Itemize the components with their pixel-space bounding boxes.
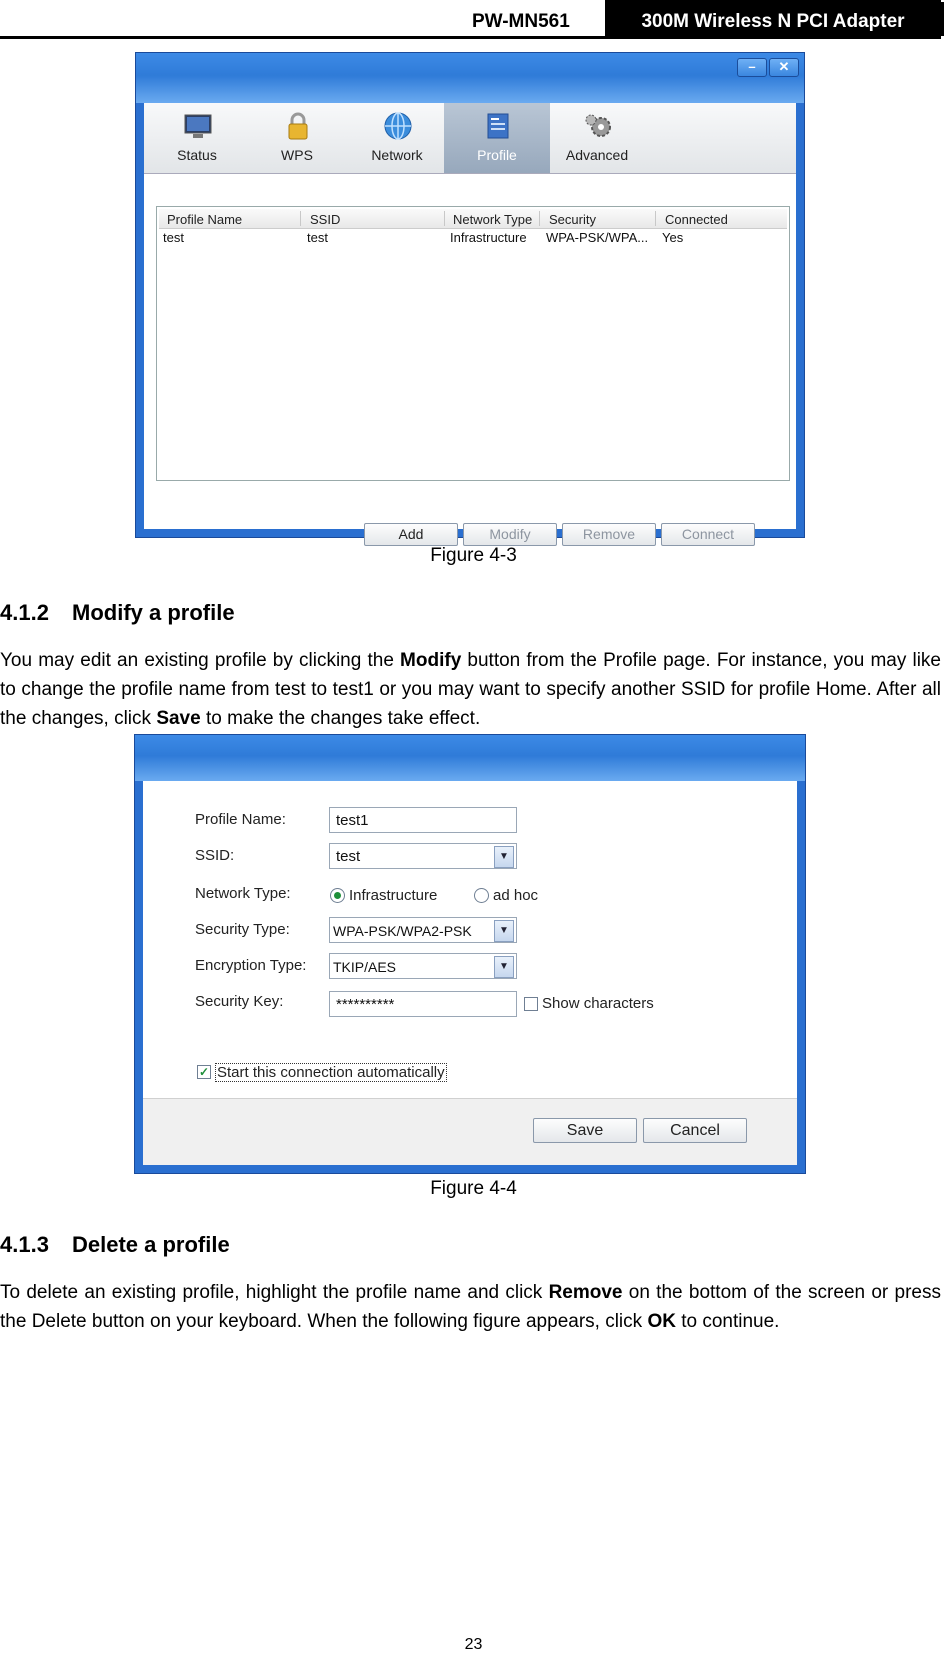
infrastructure-label: Infrastructure xyxy=(349,887,438,904)
adhoc-radio[interactable] xyxy=(474,888,489,903)
page-number: 23 xyxy=(464,1636,483,1653)
lock-icon xyxy=(283,111,313,141)
page-header xyxy=(0,0,941,39)
security-key-label: Security Key: xyxy=(195,993,284,1010)
remove-button[interactable]: Remove xyxy=(562,523,656,546)
col-profile-name[interactable]: Profile Name xyxy=(167,212,243,227)
monitor-icon xyxy=(183,111,213,141)
col-connected[interactable]: Connected xyxy=(665,212,728,227)
tab-wps[interactable]: WPS xyxy=(244,103,350,173)
security-key-field[interactable]: ********** xyxy=(329,991,517,1017)
profile-table: Profile Name SSID Network Type Security Connected test test Infrastructure WPA-PSK/WPA... Yes xyxy=(156,206,790,481)
dialog-footer xyxy=(143,1098,797,1165)
security-type-select[interactable]: WPA-PSK/WPA2-PSK ▼ xyxy=(329,917,517,943)
window-content xyxy=(144,103,796,542)
body-paragraph: To delete an existing profile, highlight the profile name and click Remove on the bottom of the screen or press the Delete button on your keyboard. When the following figure appears, click OK to continue. xyxy=(0,1282,941,1332)
window-titlebar xyxy=(135,735,805,781)
add-button[interactable]: Add xyxy=(364,523,458,546)
table-header xyxy=(159,209,787,229)
ssid-select[interactable]: test ▼ xyxy=(329,843,517,869)
tab-profile[interactable]: Profile xyxy=(444,103,550,173)
profile-window xyxy=(135,52,805,542)
cancel-button[interactable]: Cancel xyxy=(643,1118,747,1143)
chevron-down-icon[interactable]: ▼ xyxy=(494,920,514,942)
globe-icon xyxy=(383,111,413,141)
window-content xyxy=(143,781,797,1165)
toolbar xyxy=(144,103,796,174)
tab-status[interactable]: Status xyxy=(144,103,250,173)
connect-button[interactable]: Connect xyxy=(661,523,755,546)
close-button[interactable]: ✕ xyxy=(769,58,799,77)
figure-caption: Figure 4-3 xyxy=(430,545,517,566)
encryption-type-label: Encryption Type: xyxy=(195,957,307,974)
encryption-type-select[interactable]: TKIP/AES ▼ xyxy=(329,953,517,979)
header-divider xyxy=(941,2,944,36)
adhoc-label: ad hoc xyxy=(493,887,539,904)
show-characters-label: Show characters xyxy=(542,995,654,1012)
gears-icon xyxy=(583,111,613,141)
auto-connect-label: Start this connection automatically xyxy=(217,1064,445,1081)
network-type-label: Network Type: xyxy=(195,885,291,902)
window-titlebar xyxy=(136,53,804,103)
security-type-label: Security Type: xyxy=(195,921,290,938)
tab-advanced[interactable]: Advanced xyxy=(544,103,650,173)
auto-connect-checkbox[interactable]: ✓ xyxy=(198,1065,210,1079)
col-ssid[interactable]: SSID xyxy=(310,212,341,227)
figure-caption: Figure 4-4 xyxy=(430,1178,517,1199)
section-heading: 4.1.3 Delete a profile xyxy=(0,1232,230,1257)
modify-button[interactable]: Modify xyxy=(463,523,557,546)
save-button[interactable]: Save xyxy=(533,1118,637,1143)
tab-network[interactable]: Network xyxy=(344,103,450,173)
col-network-type[interactable]: Network Type xyxy=(453,212,533,227)
chevron-down-icon[interactable]: ▼ xyxy=(494,846,514,868)
profile-name-label: Profile Name: xyxy=(195,811,286,828)
chevron-down-icon[interactable]: ▼ xyxy=(494,956,514,978)
modify-profile-window xyxy=(134,734,806,1174)
model-label: PW-MN561 xyxy=(472,11,570,32)
body-paragraph: You may edit an existing profile by clicking the Modify button from the Profile page. For instance, you may like to change the profile name from test to test1 or you may want to specify another SSID for profile Home. After all the changes, click Save to make the changes take effect. xyxy=(0,650,942,729)
profile-name-field[interactable]: test1 xyxy=(329,807,517,833)
product-label: 300M Wireless N PCI Adapter xyxy=(605,0,941,36)
section-heading: 4.1.2 Modify a profile xyxy=(0,600,235,625)
show-characters-checkbox[interactable] xyxy=(524,997,538,1011)
profile-icon xyxy=(483,111,513,141)
ssid-label: SSID: xyxy=(195,847,235,864)
minimize-button[interactable]: – xyxy=(737,58,767,77)
infrastructure-radio[interactable] xyxy=(330,888,345,903)
col-security[interactable]: Security xyxy=(549,212,596,227)
